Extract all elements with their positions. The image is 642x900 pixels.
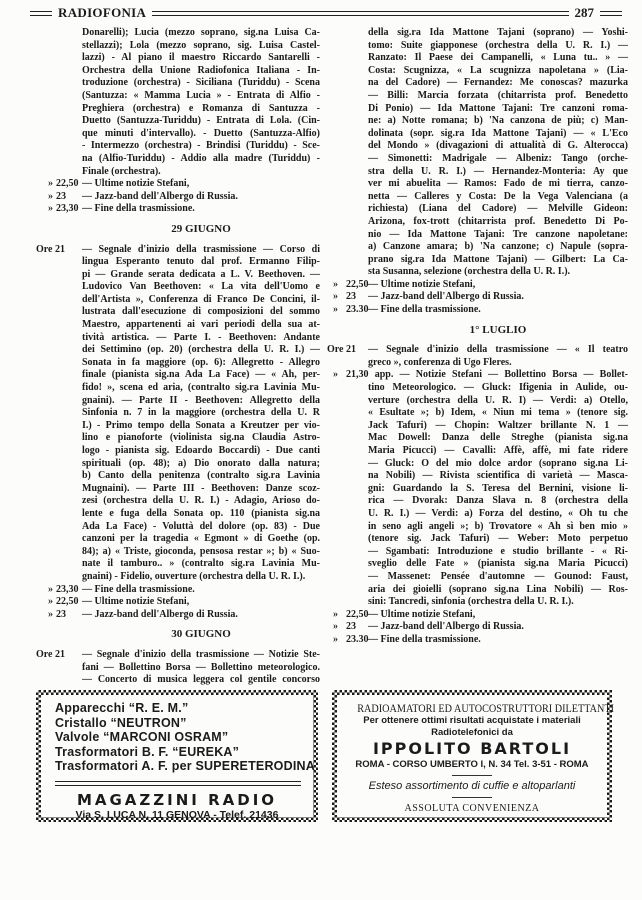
program-entry — [327, 279, 628, 292]
text-line: I.) - Primo tempo della Sonata a Kreutzer per vio- — [82, 419, 320, 431]
text-line: — Segnale d'inizio della trasmissione — Corso di — [82, 243, 320, 255]
ad-product-line: Cristallo “NEUTRON” — [55, 715, 187, 730]
page-header — [30, 6, 622, 20]
time-label: 23.30 — [346, 304, 369, 316]
program-entry — [327, 609, 628, 622]
ditto-mark: » — [48, 190, 53, 202]
time-label: 23 — [56, 608, 66, 620]
program-entry — [327, 304, 628, 317]
text-line: dolinata (sopr. sig.ra Ida Mattone Tajani) — « L'Eco — [368, 127, 628, 139]
left-column — [36, 27, 320, 687]
program-text — [368, 344, 628, 369]
text-line: Mac Dowell: Danza delle Streghe (pianista sig.na — [368, 432, 628, 444]
program-text — [368, 634, 628, 647]
program-text — [368, 279, 628, 292]
text-line: — Jazz-band dell'Albergo di Russia. — [82, 608, 238, 620]
ditto-mark: » — [48, 583, 53, 595]
program-text — [82, 203, 320, 216]
text-line: — Ultime notizie Stefani, — [82, 178, 190, 190]
text-line: prano sig.ra Ida Mattone Tajani) — Gilbert: La Ca- — [368, 253, 628, 265]
text-line: Ranzato: Il Paese dei Campanelli, « Luna tu.. » — — [368, 52, 628, 64]
program-text — [368, 609, 628, 622]
ditto-mark: » — [333, 369, 338, 381]
time-label: Ore 21 — [327, 344, 356, 356]
text-line: lente e fuga della Sonata op. 110 (pianista sig.na — [82, 507, 320, 519]
ad-company-name: MAGAZZINI RADIO — [76, 790, 278, 809]
text-line: lingua Esperanto tenuto dal prof. Ermanno Filip- — [82, 256, 320, 268]
text-line: aria dei gioielli (soprano sig.na Lina Nobili) — Ros- — [368, 583, 628, 595]
text-line: spirituali (op. 48); a) Dio onorato dalla natura; — [82, 457, 320, 469]
ad-divider — [55, 781, 301, 786]
text-line: gnaini). — Parte II - Beethoven: Allegretto della — [82, 394, 320, 406]
program-entry — [327, 634, 628, 647]
time-label: 22,50 — [56, 596, 79, 608]
text-line: lazzi) - Al piano il maestro Riccardo Santarelli - — [82, 52, 320, 64]
program-text — [82, 178, 320, 191]
text-line: sta Susanna, selezione (orchestra della U. R. I.). — [368, 266, 571, 278]
text-line: stellazzi); Lola (mezzo soprano, sig. Luisa Castel- — [82, 39, 320, 51]
advertisement-ippolito-bartoli — [332, 690, 612, 822]
text-line: que minuti d'intervallo). - Duetto (Santuzza-Alfio) — [82, 127, 320, 139]
text-line: na (Alfio-Turiddu) - Addio alla madre (Turiddu) - — [82, 152, 320, 164]
text-line: canzoni per la tragedia « Egmont » di Goethe (op. — [82, 533, 320, 545]
text-line: — Billi: Marcia forzata (chitarrista prof. Benedetto — [368, 89, 628, 101]
advertisement-magazzini-radio — [36, 690, 318, 822]
ditto-mark: » — [333, 633, 338, 645]
ad-company-name: IPPOLITO BARTOLI — [372, 739, 572, 758]
text-line: Ada La Face) - Voluttà del dolore (op. 83) - Due — [82, 520, 320, 532]
text-line: stra della U. R. I.) — Hernandez-Monteria: Ay que — [368, 165, 628, 177]
time-label: 23,30 — [56, 583, 79, 595]
text-line: sveglio delle Fate » (pianista sig.na Maria Picucci) — [368, 558, 628, 570]
time-label: 22,50 — [56, 178, 79, 190]
text-line: nio — Ida Mattone Tajani: Tre canzone napoletane: — [368, 228, 628, 240]
text-line: Finale (orchestra). — [82, 165, 161, 177]
ad-product-line: Apparecchi “R. E. M.” — [55, 701, 189, 715]
text-line: « Esultate »; b) Idem, « Niun mi tema » (tenore sig. — [368, 407, 628, 419]
text-line: pi — Grande serata dedicata a L. V. Beethoven. — — [82, 268, 320, 280]
program-text — [82, 244, 320, 584]
ditto-mark: » — [333, 608, 338, 620]
ad-tagline: Esteso assortimento di cuffie e altoparlanti — [368, 780, 576, 792]
text-line: Maria Picucci) — Cavalli: Affè, affè, mi fate ridere — [368, 445, 628, 456]
program-entry — [36, 178, 320, 191]
ditto-mark: » — [48, 596, 53, 608]
text-line: Jack Tafuri) — Chopin: Waltzer brillante N. 1 — — [368, 419, 628, 431]
text-line: Costa: Scugnizza, « La scugnizza napoletana » (Lia- — [368, 64, 628, 76]
text-line: - Intermezzo (orchestra) - Brindisi (Turiddu) - Sce- — [82, 140, 320, 152]
date-heading: 1° LUGLIO — [469, 323, 527, 336]
text-line: lino e pianoforte (violinista sig.na Claudia Astro- — [82, 432, 320, 444]
time-label: 22,50 — [346, 608, 369, 620]
time-label: Ore 21 — [36, 648, 65, 660]
text-line: Ludovico Van Beethoven: « La vita dell'Uomo e — [82, 281, 320, 293]
text-line: rica — Dvorak: Danza Slava n. 8 (orchestra della — [368, 495, 628, 507]
ad-address: ROMA - CORSO UMBERTO I, N. 34 Tel. 3-51 - ROMA — [355, 759, 589, 770]
text-line: — Fine della trasmissione. — [82, 203, 195, 215]
ditto-mark: » — [48, 178, 53, 190]
time-label: 21,30 app. — [346, 369, 394, 381]
program-text — [368, 27, 628, 279]
text-line: a) Canzone amara; b) 'Na canzone; c) Napule (sopra- — [368, 241, 628, 253]
header-rule — [152, 11, 568, 16]
program-entry — [36, 244, 320, 584]
text-line: zesi (orchestra della U. R. I.) - Adagio, Arioso do- — [82, 495, 320, 507]
line-text: — Notizie Stefani — Bollettino Borsa — Bollet- — [399, 369, 628, 381]
text-line: — Segnale d'inizio della trasmissione — « Il teatro — [368, 344, 628, 356]
ditto-mark: » — [48, 203, 53, 215]
ditto-mark: » — [333, 621, 338, 633]
time-label: 23 — [346, 291, 356, 303]
ad-product-line: Trasformatori A. F. per SUPERETERODINA — [55, 759, 315, 773]
ad-product-line: Trasformatori B. F. “EUREKA” — [55, 744, 240, 759]
ad-headline: RADIOAMATORI ED AUTOCOSTRUTTORI DILETTANTI — [357, 701, 614, 715]
ad-divider — [452, 775, 492, 776]
time-label: 23 — [56, 190, 66, 202]
ditto-mark: » — [333, 291, 338, 303]
right-column — [327, 27, 628, 647]
text-line: na Nobili) — Rivista scientifica di varietà — Masca- — [368, 470, 628, 482]
program-entry — [327, 621, 628, 634]
program-text — [82, 584, 320, 597]
text-line: dei Settimino (op. 20) (orchestra della U. R. I.) — — [82, 344, 320, 356]
text-line: nate il tamburo.. » (contralto sig.ra Lavinia Mu- — [82, 558, 320, 570]
program-text — [82, 27, 320, 178]
date-heading: 30 GIUGNO — [171, 628, 231, 641]
text-line: (tenore sig. Jack Tafuri) — Weber: Moto perpetuo — [368, 533, 628, 545]
text-line: dell'Artista », Conferenza di Franco De Concini, il- — [82, 293, 320, 305]
program-entry — [36, 191, 320, 204]
text-line: b) Canto della penitenza (contralto sig.ra Lavinia — [82, 470, 320, 482]
text-line: Duetto (Santuzza-Turiddu) - Entrata di Lola. (Cin- — [82, 115, 320, 127]
header-rule — [600, 11, 622, 16]
page-number: 287 — [574, 5, 594, 20]
text-line: logo - pianista sig. Edoardo Boccardi) - Due canti — [82, 445, 320, 456]
program-text — [82, 596, 320, 609]
time-label: 23 — [346, 621, 356, 633]
text-line: del Mondo » (divagazioni di attualità di G. Alterocca) — [368, 140, 628, 152]
text-line: Sinfonia n. 7 in la maggiore (orchestra della U. R — [82, 407, 320, 419]
text-line: — Concerto di musica leggera col gentile concorso — [82, 674, 320, 686]
ad-address: Via S. LUCA N. 11 GENOVA - Telef. 21436 — [75, 808, 279, 821]
text-line: Arizona, fox-trott (chitarrista prof. Benedetto Di Po- — [368, 215, 628, 227]
text-line: Orchestra della Unione Radiofonica Italiana - In- — [82, 64, 320, 76]
text-line: gni: Guardando la S. Teresa del Bernini, visione li- — [368, 482, 628, 494]
time-label: 23.30 — [346, 633, 369, 645]
program-text — [368, 291, 628, 304]
text-line: U. R. I.) — Verdi: a) Forza del destino, « Oh tu che — [368, 507, 628, 519]
program-continuation — [36, 27, 320, 178]
text-line: tino Meteorologico. — Gluck: Ifigenia in Aulide, ou- — [368, 382, 628, 394]
program-entry — [327, 344, 628, 369]
program-continuation — [327, 27, 628, 279]
program-entry — [327, 291, 628, 304]
text-line: tività artistica. — Parte I. - Beethoven: Andante — [82, 331, 320, 343]
program-text — [82, 609, 320, 622]
text-line: in seno agli angeli »; b) Trovatore « Ah sì ben mio » — [368, 520, 628, 532]
ad-text: Radiotelefonici da — [431, 727, 513, 738]
text-line: — Simonetti: Madrigale — Albeniz: Tango (orche- — [368, 152, 628, 164]
program-text — [346, 369, 628, 608]
text-line: lustrata dall'esecuzione di composizioni del sommo — [82, 306, 320, 318]
time-label: Ore 21 — [36, 243, 65, 255]
text-line: richiesta) (Liana del Cadore) — Melville Gideon: — [368, 203, 628, 215]
text-line: Maestro, appartenenti ai vari periodi della sua at- — [82, 319, 320, 331]
text-line: — Jazz-band dell'Albergo di Russia. — [368, 291, 524, 303]
program-entry — [36, 596, 320, 609]
text-line: sini: Tancredi, sinfonia (orchestra della U. R. I.). — [368, 596, 574, 608]
text-line: Mugnaini). — Parte III - Beethoven: Danze scoz- — [82, 482, 320, 494]
text-line: — Ultime notizie Stefani, — [368, 608, 476, 620]
program-entry — [36, 649, 320, 687]
text-line: — Fine della trasmissione. — [82, 583, 195, 595]
text-line: greco », conferenza di Ugo Fleres. — [368, 356, 512, 368]
text-line — [346, 369, 628, 382]
text-line: gnaini) - Fidelio, ouverture (orchestra della U. R. I.). — [82, 570, 306, 582]
ad-product-line: Valvole “MARCONI OSRAM” — [55, 730, 229, 744]
text-line: 84); a) « Triste, gioconda, pensosa restar »; b) « Suo- — [82, 545, 320, 557]
text-line: — Segnale d'inizio della trasmissione — Notizie Ste- — [82, 648, 320, 660]
text-line: — Jazz-band dell'Albergo di Russia. — [82, 190, 238, 202]
ditto-mark: » — [48, 608, 53, 620]
text-line: Di Ponio) — Ida Mattone Tajani: Tre canzoni roma- — [368, 102, 628, 114]
ad-text: Per ottenere ottimi risultati acquistate i materiali — [363, 715, 581, 726]
text-line: — Fine della trasmissione. — [368, 633, 481, 645]
time-label: 22,50 — [346, 278, 369, 290]
text-line: Donarelli); Lucia (mezzo soprano, sig.na Luisa Ca- — [82, 27, 320, 38]
text-line: na del Cadore) — Fernandez: Me conoscas? mazurka — [368, 77, 628, 89]
text-line: verture (orchestra della U. R. I) — Verdi: a) Otello, — [368, 394, 628, 406]
text-line: — Massenet: Pensée d'automne — Gounod: Faust, — [368, 570, 628, 582]
text-line: tomo: Suite giapponese (orchestra della U. R. I.) — — [368, 39, 628, 51]
text-line: fani — Bollettino Borsa — Bollettino meteorologico. — [82, 661, 320, 673]
ad-divider — [452, 797, 492, 798]
program-text — [82, 191, 320, 204]
text-line: fido! », scena ed aria, (contralto sig.ra Lavinia Mu- — [82, 382, 320, 394]
magazine-title: RADIOFONIA — [58, 5, 147, 20]
program-text — [368, 304, 628, 317]
text-line: troduzione (orchestra) - Siciliana (Turiddu) - Scena — [82, 77, 320, 89]
program-entry — [36, 609, 320, 622]
text-line: — Ultime notizie Stefani, — [368, 278, 476, 290]
text-line: — Gluck: O del mio dolce ardor (soprano sig.na Li- — [368, 457, 628, 469]
program-entry — [327, 369, 628, 608]
text-line: — Ultime notizie Stefani, — [82, 596, 190, 608]
text-line: della sig.ra Ida Mattone Tajani (soprano) — Yoshi- — [368, 27, 628, 38]
header-rule — [30, 11, 52, 16]
text-line: (Santuzza: « Mamma Lucia » - Entrata di Alfio - — [82, 89, 320, 101]
text-line: ver mi abuelita — Ramos: Fado de mi tierra, canzo- — [368, 178, 628, 190]
program-text — [368, 621, 628, 634]
text-line: — Fine della trasmissione. — [368, 304, 481, 316]
ditto-mark: » — [333, 278, 338, 290]
ditto-mark: » — [333, 304, 338, 316]
program-entry — [36, 584, 320, 597]
program-entry — [36, 203, 320, 216]
time-label: 23,30 — [56, 203, 79, 215]
text-line: ne: a) Notte romana; b) 'Na canzona de più; c) Man- — [368, 115, 628, 127]
program-text — [82, 649, 320, 687]
text-line: netta — Calleres y Costa: De la Vega Valenciana (a — [368, 190, 628, 202]
text-line: Preghiera (orchestra) e Romanza di Santuzza - — [82, 102, 320, 114]
ad-footer: ASSOLUTA CONVENIENZA — [404, 803, 540, 814]
text-line: Sonata in fa maggiore (op. 6): Allegretto - Allegro — [82, 356, 320, 368]
text-line: finale (pianista sig.na Ada La Face) — « Ah, per- — [82, 369, 320, 381]
text-line: — Jazz-band dell'Albergo di Russia. — [368, 621, 524, 633]
text-line: — Sgambati: Introduzione e studio brillante - « Ri- — [368, 545, 628, 557]
date-heading: 29 GIUGNO — [171, 222, 231, 235]
